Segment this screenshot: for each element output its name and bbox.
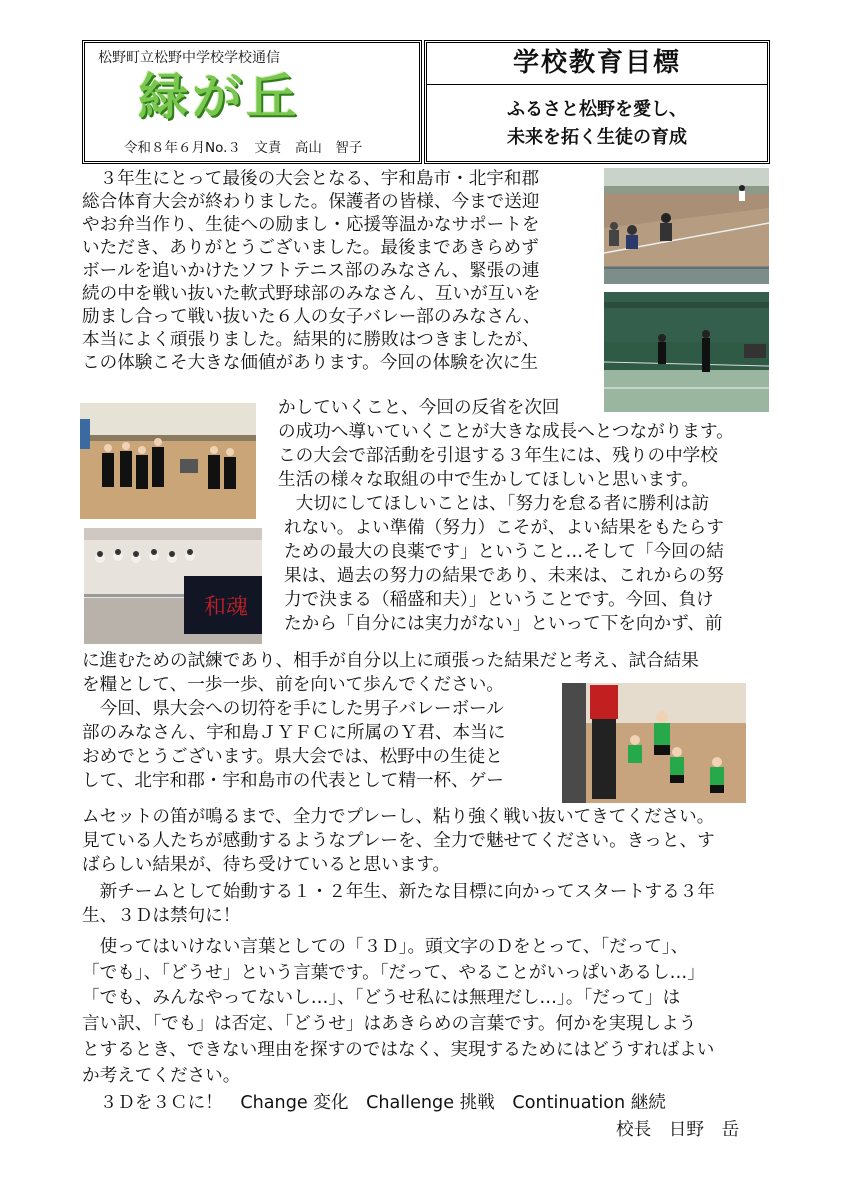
cheering-photo — [84, 528, 262, 644]
body-line-32: 「でも」、「どうせ」という言葉です。「だって、やることがいっぱいあるし…」 — [82, 963, 705, 983]
issue-info: 令和８年６月No.３ 文責 高山 智子 — [124, 140, 363, 156]
body-line-17: 果は、過去の努力の結果であり、未来は、これからの努 — [284, 566, 724, 586]
softball-photo — [604, 168, 769, 284]
goal-line-1: ふるさと松野を愛し、 — [507, 99, 687, 120]
boys-volleyball-photo — [562, 683, 746, 803]
body-line-27: 見ている人たちが感動するようなプレーを、全力で魅せてください。きっと、す — [82, 831, 715, 851]
body-line-6: 続の中を戦い抜いた軟式野球部のみなさん、互いが互いを — [82, 284, 541, 304]
body-line-29: 新チームとして始動する１・２年生、新たな目標に向かってスタートする３年 — [82, 882, 715, 902]
body-line-35: とするとき、できない理由を探すのではなく、実現するためにはどうすればよい — [82, 1040, 715, 1060]
body-line-20: に進むための試練であり、相手が自分以上に頑張った結果だと考え、試合結果 — [82, 651, 699, 671]
body-line-13: 生活の様々な取組の中で生かしてほしいと思います。 — [278, 470, 699, 490]
body-line-4: いただき、ありがとうございました。最後まであきらめず — [82, 238, 539, 258]
body-line-23: 部のみなさん、宇和島ＪＹＦＣに所属のＹ君、本当に — [82, 723, 506, 743]
body-line-34: 言い訳、「でも」は否定、「どうせ」はあきらめの言葉です。何かを実現しよう — [82, 1014, 697, 1034]
body-line-5: ボールを追いかけたソフトテニス部のみなさん、緊張の連 — [82, 261, 540, 281]
body-line-31: 使ってはいけない言葉としての「３Ｄ」。頭文字のＤをとって、「だって」、 — [82, 937, 689, 957]
body-line-37: ３Ｄを３Ｃに！ Change 変化 Challenge 挑戦 Continuation 継続 — [82, 1093, 666, 1113]
body-line-18: 力で決まる（稲盛和夫）」ということです。今回、負け — [284, 590, 714, 610]
body-line-9: この体験こそ大きな価値があります。今回の体験を次に生 — [82, 353, 539, 373]
body-line-12: この大会で部活動を引退する３年生には、残りの中学校 — [278, 446, 718, 466]
body-line-30: 生、３Ｄは禁句に！ — [82, 906, 241, 926]
body-line-21: を糧として、一歩一歩、前を向いて歩んでください。 — [82, 675, 504, 695]
goal-divider — [427, 84, 767, 85]
body-line-16: ための最大の良薬です」ということ…そして「今回の結 — [284, 542, 724, 562]
body-line-8: 本当によく頑張りました。結果的に勝敗はつきましたが、 — [82, 330, 540, 350]
body-line-7: 励まし合って戦い抜いた６人の女子バレー部のみなさん、 — [82, 307, 541, 327]
newsletter-logo: 緑が丘 — [138, 68, 300, 126]
body-line-28: ばらしい結果が、待ち受けていると思います。 — [82, 855, 451, 875]
body-line-15: れない。よい準備（努力）こそが、よい結果をもたらす — [284, 518, 724, 538]
body-line-25: して、北宇和郡・宇和島市の代表として精一杯、ゲー — [82, 771, 504, 791]
body-line-24: おめでとうございます。県大会では、松野中の生徒と — [82, 747, 503, 767]
body-line-22: 今回、県大会への切符を手にした男子バレーボール — [82, 699, 504, 719]
principal-signature: 校長 日野 岳 — [616, 1120, 740, 1140]
cheer-banner-text: 和魂 — [204, 595, 249, 620]
goal-line-2: 未来を拓く生徒の育成 — [507, 127, 687, 148]
soft-tennis-photo — [604, 292, 769, 412]
body-line-33: 「でも、みんなやってないし…」、「どうせ私には無理だし…」。「だって」は — [82, 988, 681, 1008]
goal-title: 学校教育目標 — [512, 48, 681, 78]
body-line-26: ムセットの笛が鳴るまで、全力でプレーし、粘り強く戦い抜いてきてください。 — [82, 807, 715, 827]
body-line-11: の成功へ導いていくことが大きな成長へとつながります。 — [278, 422, 734, 442]
school-name: 松野町立松野中学校学校通信 — [98, 50, 280, 66]
body-line-14: 大切にしてほしいことは、「努力を怠る者に勝利は訪 — [278, 494, 710, 514]
body-line-36: か考えてください。 — [82, 1066, 241, 1086]
girls-volleyball-photo — [80, 403, 256, 519]
body-line-2: 総合体育大会が終わりました。保護者の皆様、今まで送迎 — [82, 192, 540, 212]
body-line-3: やお弁当作り、生徒への励まし・応援等温かなサポートを — [82, 215, 540, 235]
body-line-10: かしていくこと、今回の反省を次回 — [278, 398, 560, 418]
body-line-1: ３年生にとって最後の大会となる、宇和島市・北宇和郡 — [82, 169, 540, 189]
body-line-19: たから「自分には実力がない」といって下を向かず、前 — [284, 614, 723, 634]
